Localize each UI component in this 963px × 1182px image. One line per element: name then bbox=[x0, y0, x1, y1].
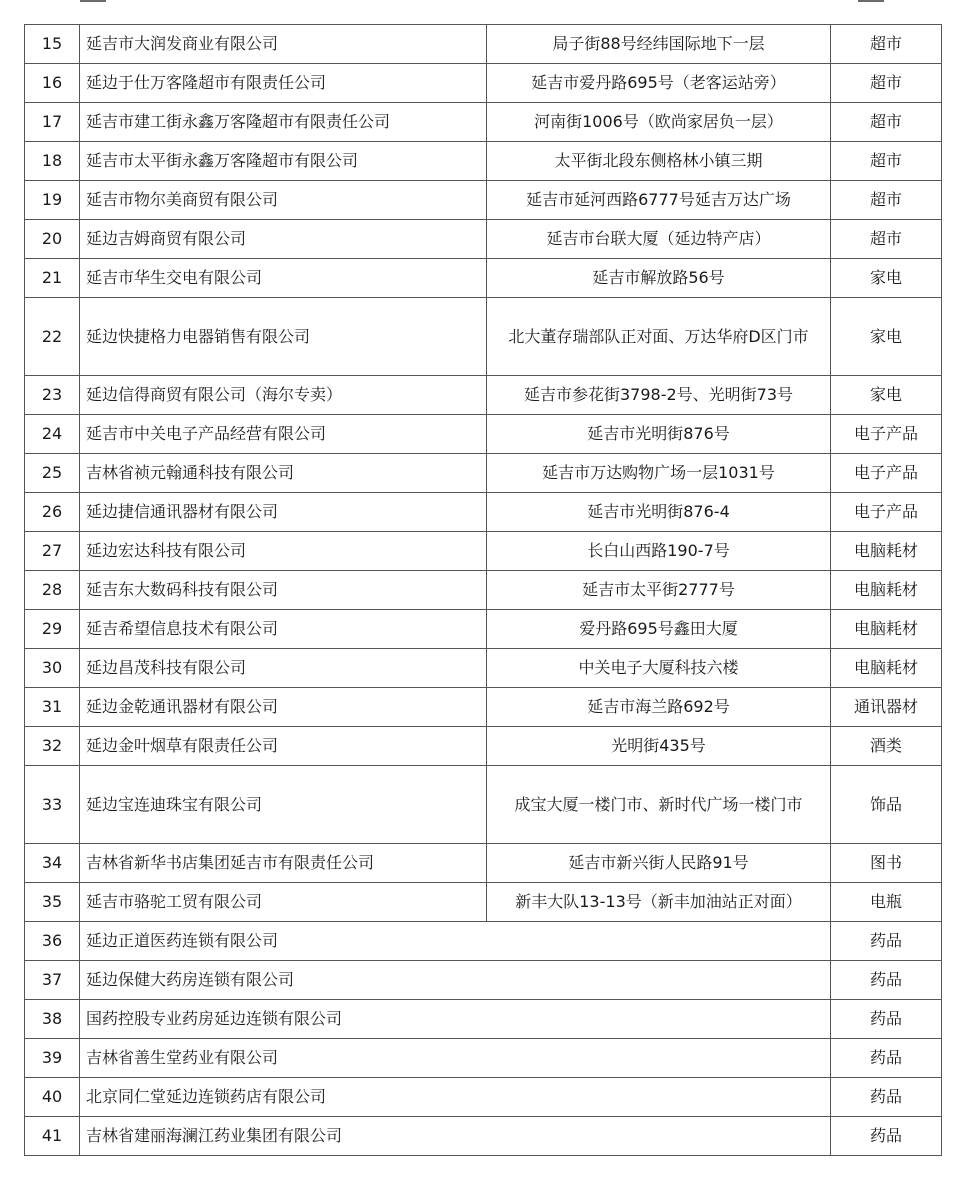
company-name: 吉林省祯元翰通科技有限公司 bbox=[80, 454, 487, 493]
row-number: 36 bbox=[25, 922, 80, 961]
business-category: 通讯器材 bbox=[831, 688, 942, 727]
company-name: 延边正道医药连锁有限公司 bbox=[80, 922, 831, 961]
company-name: 延边宝连迪珠宝有限公司 bbox=[80, 766, 487, 844]
table-row bbox=[25, 961, 942, 1000]
company-address: 光明街435号 bbox=[487, 727, 831, 766]
row-number: 33 bbox=[25, 766, 80, 844]
company-address: 延吉市解放路56号 bbox=[487, 259, 831, 298]
company-name: 延边捷信通讯器材有限公司 bbox=[80, 493, 487, 532]
row-number: 30 bbox=[25, 649, 80, 688]
row-number: 32 bbox=[25, 727, 80, 766]
table-row bbox=[25, 688, 942, 727]
company-name: 延边信得商贸有限公司（海尔专卖） bbox=[80, 376, 487, 415]
row-number: 21 bbox=[25, 259, 80, 298]
top-border-fragment bbox=[858, 0, 884, 2]
row-number: 29 bbox=[25, 610, 80, 649]
company-name: 国药控股专业药房延边连锁有限公司 bbox=[80, 1000, 831, 1039]
table-row bbox=[25, 844, 942, 883]
table-row bbox=[25, 1039, 942, 1078]
business-category: 药品 bbox=[831, 1117, 942, 1156]
business-category: 电子产品 bbox=[831, 454, 942, 493]
company-name: 延吉市华生交电有限公司 bbox=[80, 259, 487, 298]
row-number: 24 bbox=[25, 415, 80, 454]
company-name: 延边吉姆商贸有限公司 bbox=[80, 220, 487, 259]
business-category: 电脑耗材 bbox=[831, 649, 942, 688]
row-number: 37 bbox=[25, 961, 80, 1000]
company-address: 延吉市台联大厦（延边特产店） bbox=[487, 220, 831, 259]
table-row bbox=[25, 181, 942, 220]
company-name: 延吉东大数码科技有限公司 bbox=[80, 571, 487, 610]
business-category: 电子产品 bbox=[831, 493, 942, 532]
table-row bbox=[25, 454, 942, 493]
row-number: 38 bbox=[25, 1000, 80, 1039]
business-category: 超市 bbox=[831, 220, 942, 259]
company-address: 延吉市万达购物广场一层1031号 bbox=[487, 454, 831, 493]
company-name: 延吉市物尔美商贸有限公司 bbox=[80, 181, 487, 220]
table-row bbox=[25, 922, 942, 961]
business-category: 药品 bbox=[831, 1039, 942, 1078]
row-number: 28 bbox=[25, 571, 80, 610]
company-name: 北京同仁堂延边连锁药店有限公司 bbox=[80, 1078, 831, 1117]
company-name: 延边于仕万客隆超市有限责任公司 bbox=[80, 64, 487, 103]
business-category: 药品 bbox=[831, 922, 942, 961]
row-number: 17 bbox=[25, 103, 80, 142]
table-row bbox=[25, 64, 942, 103]
row-number: 19 bbox=[25, 181, 80, 220]
company-name: 延吉市中关电子产品经营有限公司 bbox=[80, 415, 487, 454]
company-address: 延吉市爱丹路695号（老客运站旁） bbox=[487, 64, 831, 103]
row-number: 15 bbox=[25, 25, 80, 64]
company-address: 局子街88号经纬国际地下一层 bbox=[487, 25, 831, 64]
row-number: 40 bbox=[25, 1078, 80, 1117]
business-category: 药品 bbox=[831, 961, 942, 1000]
company-address: 延吉市参花街3798-2号、光明街73号 bbox=[487, 376, 831, 415]
table-row bbox=[25, 649, 942, 688]
business-category: 图书 bbox=[831, 844, 942, 883]
company-address: 成宝大厦一楼门市、新时代广场一楼门市 bbox=[487, 766, 831, 844]
business-category: 超市 bbox=[831, 64, 942, 103]
table-row bbox=[25, 298, 942, 376]
row-number: 16 bbox=[25, 64, 80, 103]
row-number: 18 bbox=[25, 142, 80, 181]
business-category: 超市 bbox=[831, 25, 942, 64]
business-category: 家电 bbox=[831, 259, 942, 298]
table-row bbox=[25, 103, 942, 142]
table-row bbox=[25, 727, 942, 766]
company-address: 新丰大队13-13号（新丰加油站正对面） bbox=[487, 883, 831, 922]
company-address: 延吉市海兰路692号 bbox=[487, 688, 831, 727]
table-row bbox=[25, 220, 942, 259]
company-name: 延吉市大润发商业有限公司 bbox=[80, 25, 487, 64]
table-row bbox=[25, 766, 942, 844]
company-name: 延边金乾通讯器材有限公司 bbox=[80, 688, 487, 727]
company-name: 延边保健大药房连锁有限公司 bbox=[80, 961, 831, 1000]
company-name: 延吉市建工街永鑫万客隆超市有限责任公司 bbox=[80, 103, 487, 142]
merchant-table bbox=[24, 24, 942, 1156]
table-row bbox=[25, 259, 942, 298]
company-name: 延吉市太平街永鑫万客隆超市有限公司 bbox=[80, 142, 487, 181]
company-address: 太平街北段东侧格林小镇三期 bbox=[487, 142, 831, 181]
company-address: 长白山西路190-7号 bbox=[487, 532, 831, 571]
row-number: 27 bbox=[25, 532, 80, 571]
table-row bbox=[25, 610, 942, 649]
row-number: 26 bbox=[25, 493, 80, 532]
business-category: 超市 bbox=[831, 103, 942, 142]
company-name: 延吉希望信息技术有限公司 bbox=[80, 610, 487, 649]
table-row bbox=[25, 1078, 942, 1117]
company-address: 延吉市光明街876号 bbox=[487, 415, 831, 454]
company-address: 爱丹路695号鑫田大厦 bbox=[487, 610, 831, 649]
row-number: 41 bbox=[25, 1117, 80, 1156]
company-address: 河南街1006号（欧尚家居负一层） bbox=[487, 103, 831, 142]
company-name: 吉林省建丽海澜江药业集团有限公司 bbox=[80, 1117, 831, 1156]
table-row bbox=[25, 493, 942, 532]
table-row bbox=[25, 1000, 942, 1039]
top-border-fragment bbox=[80, 0, 106, 2]
row-number: 25 bbox=[25, 454, 80, 493]
table-row bbox=[25, 571, 942, 610]
table-row bbox=[25, 883, 942, 922]
business-category: 药品 bbox=[831, 1078, 942, 1117]
business-category: 家电 bbox=[831, 298, 942, 376]
company-address: 延吉市新兴街人民路91号 bbox=[487, 844, 831, 883]
row-number: 34 bbox=[25, 844, 80, 883]
table-row bbox=[25, 142, 942, 181]
business-category: 酒类 bbox=[831, 727, 942, 766]
business-category: 电瓶 bbox=[831, 883, 942, 922]
company-name: 延边金叶烟草有限责任公司 bbox=[80, 727, 487, 766]
business-category: 电子产品 bbox=[831, 415, 942, 454]
company-address: 中关电子大厦科技六楼 bbox=[487, 649, 831, 688]
table-row bbox=[25, 376, 942, 415]
row-number: 35 bbox=[25, 883, 80, 922]
company-name: 延吉市骆驼工贸有限公司 bbox=[80, 883, 487, 922]
row-number: 39 bbox=[25, 1039, 80, 1078]
company-name: 吉林省新华书店集团延吉市有限责任公司 bbox=[80, 844, 487, 883]
business-category: 饰品 bbox=[831, 766, 942, 844]
business-category: 电脑耗材 bbox=[831, 610, 942, 649]
business-category: 超市 bbox=[831, 142, 942, 181]
business-category: 电脑耗材 bbox=[831, 571, 942, 610]
table-row bbox=[25, 1117, 942, 1156]
company-name: 延边宏达科技有限公司 bbox=[80, 532, 487, 571]
row-number: 22 bbox=[25, 298, 80, 376]
company-address: 延吉市光明街876-4 bbox=[487, 493, 831, 532]
company-name: 延边昌茂科技有限公司 bbox=[80, 649, 487, 688]
row-number: 20 bbox=[25, 220, 80, 259]
company-name: 延边快捷格力电器销售有限公司 bbox=[80, 298, 487, 376]
table-row bbox=[25, 532, 942, 571]
company-name: 吉林省善生堂药业有限公司 bbox=[80, 1039, 831, 1078]
business-category: 超市 bbox=[831, 181, 942, 220]
business-category: 电脑耗材 bbox=[831, 532, 942, 571]
business-category: 家电 bbox=[831, 376, 942, 415]
business-category: 药品 bbox=[831, 1000, 942, 1039]
row-number: 31 bbox=[25, 688, 80, 727]
company-address: 北大董存瑞部队正对面、万达华府D区门市 bbox=[487, 298, 831, 376]
table-row bbox=[25, 25, 942, 64]
row-number: 23 bbox=[25, 376, 80, 415]
table-row bbox=[25, 415, 942, 454]
company-address: 延吉市太平街2777号 bbox=[487, 571, 831, 610]
company-address: 延吉市延河西路6777号延吉万达广场 bbox=[487, 181, 831, 220]
